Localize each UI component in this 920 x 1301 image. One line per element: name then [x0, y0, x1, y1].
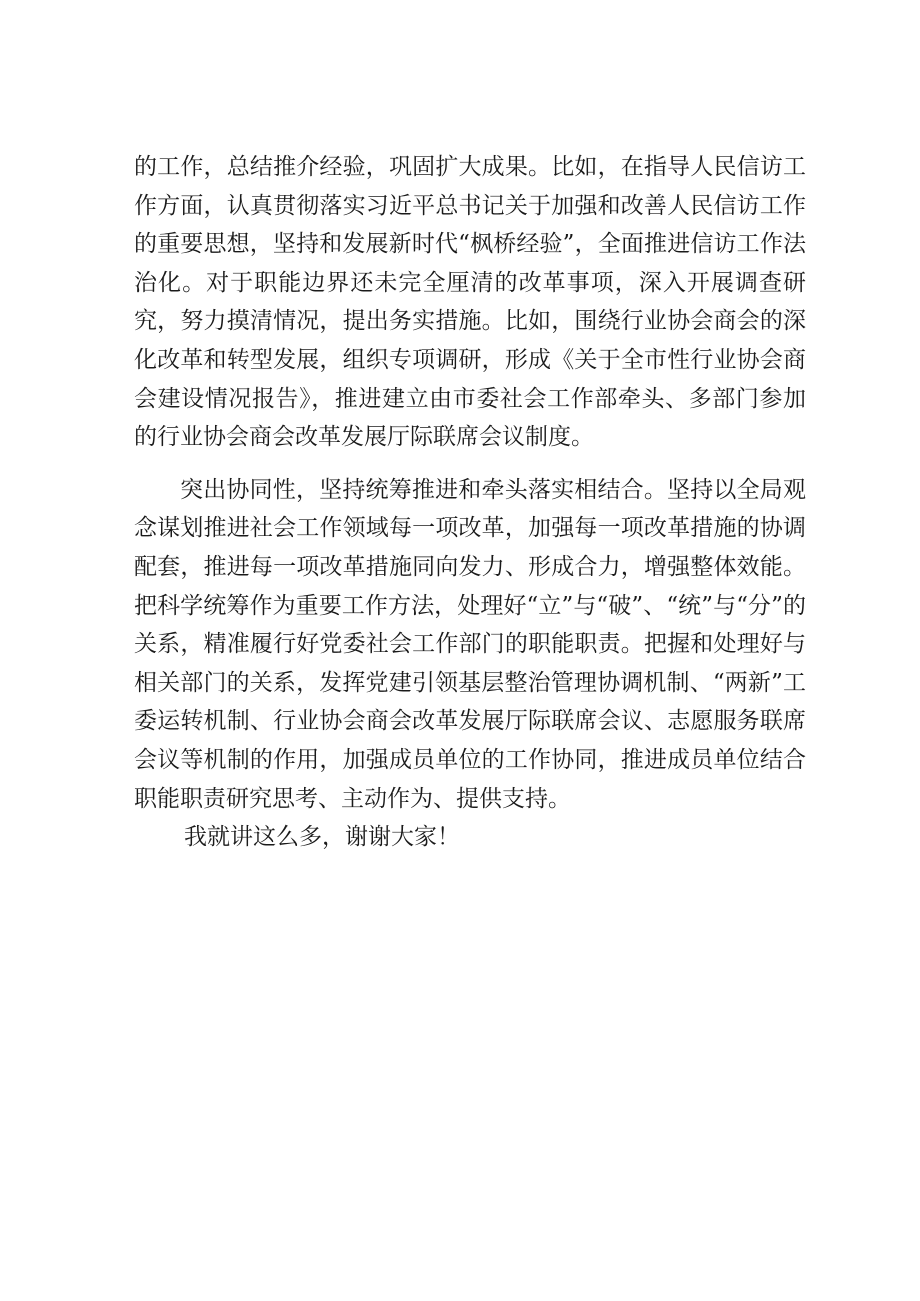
paragraph-coordination: 突出协同性，坚持统筹推进和牵头落实相结合。坚持以全局观念谋划推进社会工作领域每一项改革，加强每一项改革措施的协调配套，推进每一项改革措施同向发力、形成合力，增强整体效能。把科学统筹作为重要工作方法，处理好“立”与“破”、“统”与“分”的关系，精准履行好党委社会工作部门的职能职责。把握和处理好与相关部门的关系，发挥党建引领基层整治管理协调机制、“两新”工委运转机制、行业协会商会改革发展厅际联席会议、志愿服务联席会议等机制的作用，加强成员单位的工作协同，推进成员单位结合职能职责研究思考、主动作为、提供支持。 — [134, 476, 806, 812]
paragraph-continuation: 的工作，总结推介经验，巩固扩大成果。比如，在指导人民信访工作方面，认真贯彻落实习近平总书记关于加强和改善人民信访工作的重要思想，坚持和发展新时代“枫桥经验”，全面推进信访工作法治化。对于职能边界还未完全厘清的改革事项，深入开展调查研究，努力摸清情况，提出务实措施。比如，围绕行业协会商会的深化改革和转型发展，组织专项调研，形成《关于全市性行业协会商会建设情况报告》，推进建立由市委社会工作部牵头、多部门参加的行业协会商会改革发展厅际联席会议制度。 — [134, 154, 806, 451]
paragraph-closing: 我就讲这么多，谢谢大家！ — [184, 824, 460, 851]
body-text — [134, 148, 806, 857]
